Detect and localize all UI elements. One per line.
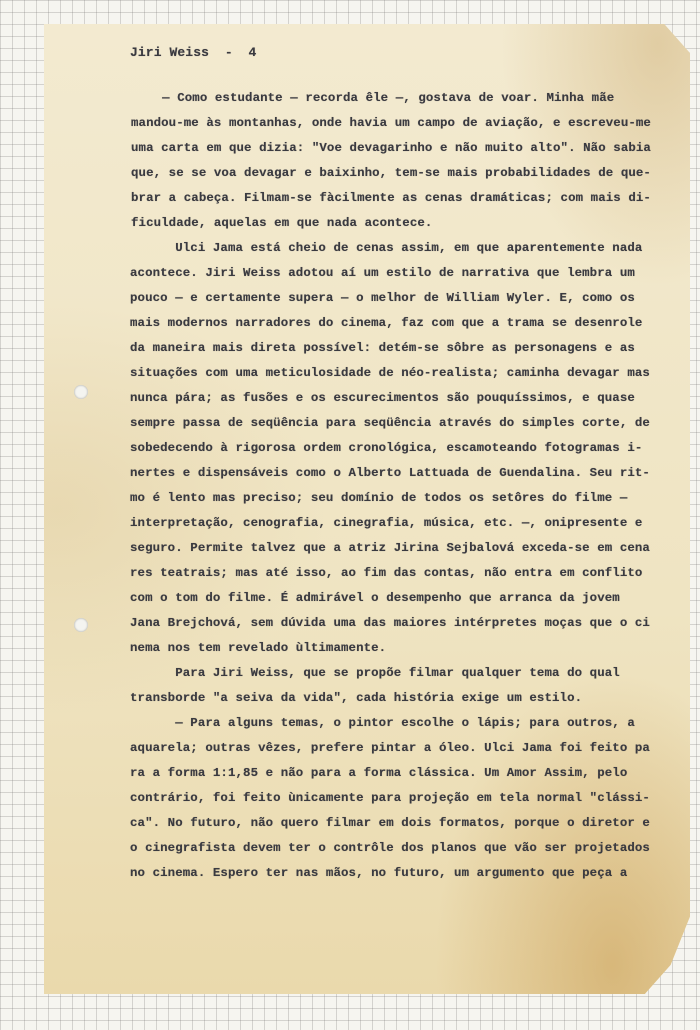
- text-line: nema nos tem revelado ùltimamente.: [130, 641, 387, 655]
- text-line: Para Jiri Weiss, que se propõe filmar qualquer tema do qual: [130, 666, 620, 680]
- text-line: uma carta em que dizia: "Voe devagarinho e não muito alto". Não sabia: [131, 141, 651, 155]
- text-line: Ulci Jama está cheio de cenas assim, em que aparentemente nada: [130, 241, 643, 255]
- text-line: da maneira mais direta possível: detém-se sôbre as personagens e as: [130, 341, 635, 355]
- page-header: Jiri Weiss - 4: [130, 45, 257, 60]
- text-line: contrário, foi feito ùnicamente para projeção em tela normal "clássi-: [130, 791, 650, 805]
- text-line: mo é lento mas preciso; seu domínio de todos os setôres do filme —: [130, 491, 628, 505]
- text-line: mais modernos narradores do cinema, faz com que a trama se desenrole: [130, 316, 643, 330]
- text-line: com o tom do filme. É admirável o desempenho que arranca da jovem: [130, 591, 620, 605]
- text-line: ra a forma 1:1,85 e não para a forma clássica. Um Amor Assim, pelo: [130, 766, 628, 780]
- text-line: interpretação, cenografia, cinegrafia, música, etc. —, onipresente e: [130, 516, 643, 530]
- text-line: aquarela; outras vêzes, prefere pintar a óleo. Ulci Jama foi feito pa: [130, 741, 650, 755]
- text-line: sempre passa de seqüência para seqüência através do simples corte, de: [130, 416, 650, 430]
- text-line: — Para alguns temas, o pintor escolhe o lápis; para outros, a: [130, 716, 635, 730]
- text-line: ca". No futuro, não quero filmar em dois formatos, porque o diretor e: [130, 816, 650, 830]
- text-line: ficuldade, aquelas em que nada acontece.: [131, 216, 433, 230]
- text-line: que, se se voa devagar e baixinho, tem-se mais probabilidades de que-: [131, 166, 651, 180]
- text-line: nunca pára; as fusões e os escurecimentos são pouquíssimos, e quase: [130, 391, 635, 405]
- text-line: sobedecendo à rigorosa ordem cronológica, escamoteando fotogramas i-: [130, 441, 643, 455]
- text-line: situações com uma meticulosidade de néo-realista; caminha devagar mas: [130, 366, 650, 380]
- text-line: o cinegrafista devem ter o contrôle dos planos que vão ser projetados: [130, 841, 650, 855]
- text-line: pouco — e certamente supera — o melhor de William Wyler. E, como os: [130, 291, 635, 305]
- text-line: — Como estudante — recorda êle —, gostava de voar. Minha mãe: [132, 91, 615, 105]
- punch-hole: [74, 385, 88, 399]
- text-line: transborde "a seiva da vida", cada história exige um estilo.: [130, 691, 583, 705]
- text-line: seguro. Permite talvez que a atriz Jirina Sejbalová exceda-se em cena: [130, 541, 650, 555]
- text-line: mandou-me às montanhas, onde havia um campo de aviação, e escreveu-me: [131, 116, 651, 130]
- text-line: Jana Brejchová, sem dúvida uma das maiores intérpretes moças que o ci: [130, 616, 650, 630]
- text-line: no cinema. Espero ter nas mãos, no futuro, um argumento que peça a: [130, 866, 628, 880]
- text-line: brar a cabeça. Filmam-se fàcilmente as cenas dramáticas; com mais di-: [131, 191, 651, 205]
- text-line: res teatrais; mas até isso, ao fim das contas, não entra em conflito: [130, 566, 643, 580]
- text-line: acontece. Jiri Weiss adotou aí um estilo de narrativa que lembra um: [130, 266, 635, 280]
- text-line: nertes e dispensáveis como o Alberto Lattuada de Guendalina. Seu rit-: [130, 466, 650, 480]
- punch-hole: [74, 618, 88, 632]
